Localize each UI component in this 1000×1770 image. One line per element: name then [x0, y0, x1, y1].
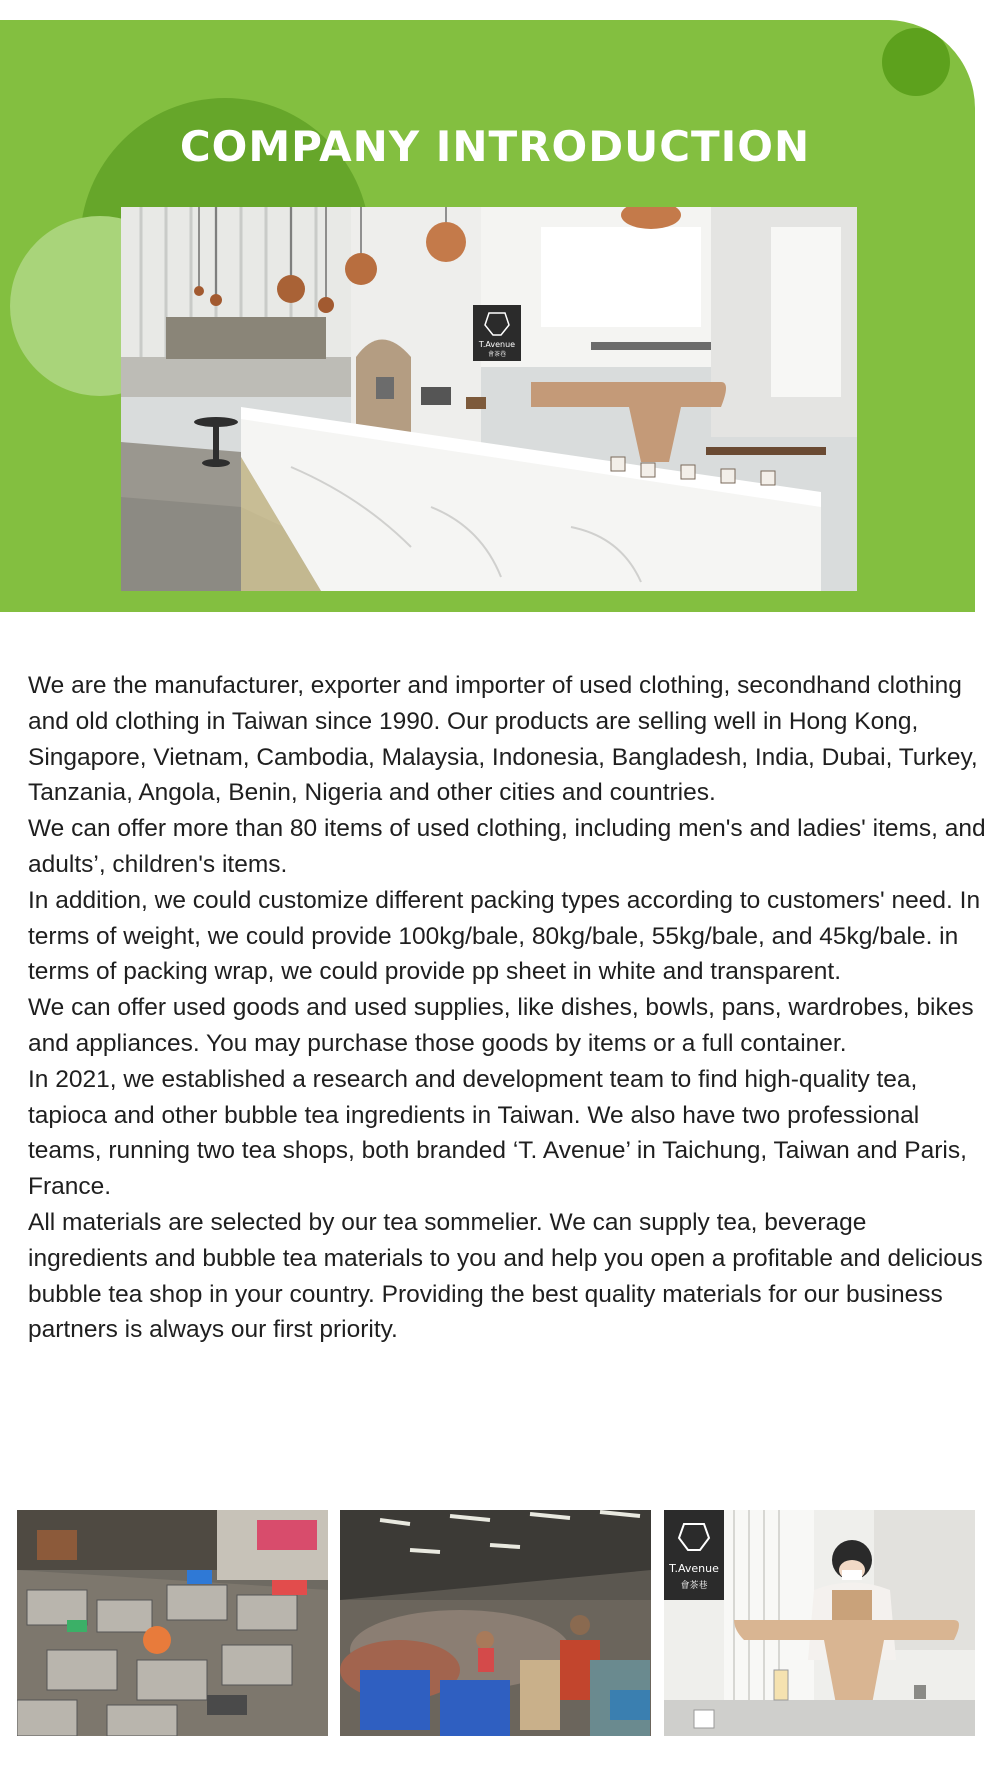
shop-interior-illustration [121, 207, 857, 591]
intro-paragraph: We are the manufacturer, exporter and importer of used clothing, secondhand clothing and old clothing in Taiwan since 1990. Our products are selling well in Hong Kong, [28, 672, 962, 735]
clothing-warehouse-photo [340, 1510, 651, 1736]
intro-paragraph: We can offer more than 80 items of used clothing, including men's and ladies' items, and adults’, children's items. [28, 815, 986, 878]
page-title: COMPANY INTRODUCTION [179, 122, 811, 171]
barista-illustration [664, 1510, 975, 1736]
used-goods-illustration [17, 1510, 328, 1736]
company-description [28, 668, 988, 1348]
intro-paragraph: In 2021, we established a research and development team to find high-quality tea, tapioca and other bubble tea ingredients in Taiwan. We also have two professional teams, running two tea shops, both branded ‘T. Avenue’ in Taichung, Taiwan and Paris, France. [28, 1065, 967, 1201]
intro-paragraph: In addition, we could customize different packing types according to customers' need. In terms of weight, we could provide 100kg/bale, 80kg/bale, 55kg/bale, and 45kg/bale. in terms of packing wrap, we could provide pp sheet in white and transparent. [28, 886, 981, 986]
shop-sign-text: T.Avenue [478, 340, 516, 349]
photo-gallery [17, 1510, 975, 1736]
intro-paragraph: We can offer used goods and used supplies, like dishes, bowls, pans, wardrobes, bikes and appliances. You may purchase those goods by items or a full container. [28, 994, 974, 1057]
thumb-sign-text: T.Avenue [669, 1562, 719, 1575]
warehouse-illustration [340, 1510, 651, 1736]
used-goods-photo [17, 1510, 328, 1736]
tea-shop-interior-photo [121, 207, 857, 591]
intro-paragraph: Singapore, Vietnam, Cambodia, Malaysia, Indonesia, Bangladesh, India, Dubai, Turkey, Tanzania, Angola, Benin, Nigeria and other cities and countries. [28, 743, 978, 807]
shop-sign-subtitle: 會茶巷 [487, 351, 507, 358]
tea-barista-photo [664, 1510, 975, 1736]
thumb-sign-subtitle: 會茶巷 [680, 1581, 708, 1591]
decorative-dot [882, 28, 950, 96]
intro-paragraph: All materials are selected by our tea sommelier. We can supply tea, beverage ingredients and bubble tea materials to you and help you open a profitable and delicious bubble tea shop in your country. Providing the best quality materials for our business partners is always our first priority. [28, 1208, 983, 1344]
